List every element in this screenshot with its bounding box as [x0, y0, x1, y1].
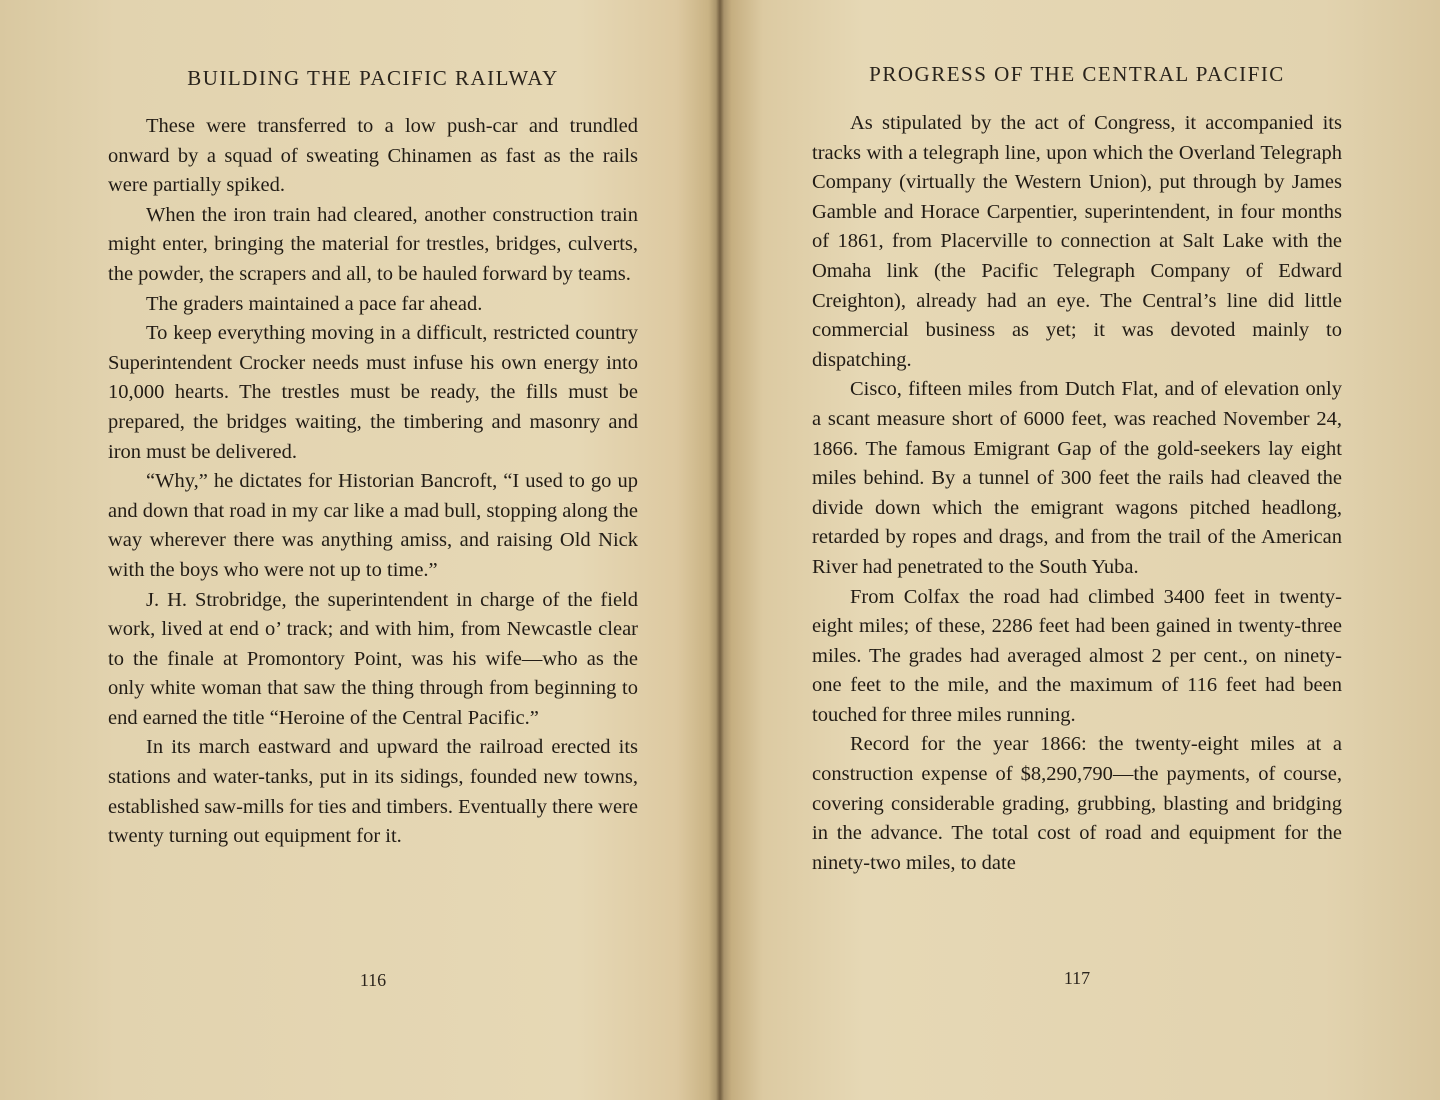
- right-running-head: PROGRESS OF THE CENTRAL PACIFIC: [869, 62, 1285, 86]
- right-page-number: 117: [1063, 968, 1091, 988]
- paragraph: From Colfax the road had climbed 3400 feet in twenty-eight miles; of these, 2286 feet had been gained in twenty-three miles. The grades had averaged almost 2 per cent., on ninety-one feet to the mile, and the maximum of 116 feet had been touched for three miles running.: [812, 585, 1342, 726]
- left-page-number: 116: [359, 970, 387, 990]
- paragraph: In its march eastward and upward the railroad erected its stations and water-tanks, put in its sidings, founded new towns, established saw-mills for ties and timbers. Eventually there were twenty turning out equipment for it.: [108, 736, 638, 848]
- paragraph: J. H. Strobridge, the superintendent in charge of the field work, lived at end o’ track; and with him, from Newcastle clear to the finale at Promontory Point, was his wife—who as the only white woman that saw the thing through from beginning to end earned the title “Heroine of the Central Pacific.”: [108, 588, 638, 729]
- left-running-head: BUILDING THE PACIFIC RAILWAY: [187, 66, 559, 90]
- paragraph: These were transferred to a low push-car and trundled onward by a squad of sweating Chinamen as fast as the rails were partially spiked.: [108, 115, 638, 197]
- left-body-text: [108, 112, 638, 852]
- paragraph: As stipulated by the act of Congress, it accompanied its tracks with a telegraph line, upon which the Overland Telegraph Company (virtually the Western Union), put through by James Gamble and Horace Carpentier, superintendent, in four months of 1861, from Placerville to connection at Salt Lake with the Omaha link (the Pacific Telegraph Company of Edward Creighton), already had an eye. The Central’s line did little commercial business as yet; it was devoted mainly to dispatching.: [812, 112, 1342, 371]
- paragraph: Cisco, fifteen miles from Dutch Flat, and of elevation only a scant measure short of 6000 feet, was reached November 24, 1866. The famous Emigrant Gap of the gold-seekers lay eight miles behind. By a tunnel of 300 feet the rails had cleaved the divide down which the emigrant wagons pitched headlong, retarded by ropes and drags, and from the trail of the American River had penetrated to the South Yuba.: [812, 378, 1342, 578]
- left-page: [108, 0, 638, 1100]
- paragraph: “Why,” he dictates for Historian Bancroft, “I used to go up and down that road in my car like a mad bull, stopping along the way wherever there was anything amiss, and raising Old Nick with the boys who were not up to time.”: [108, 470, 638, 581]
- paragraph: Record for the year 1866: the twenty-eight miles at a construction expense of $8,290,790—the payments, of course, covering considerable grading, grubbing, blasting and bridging in the advance. The total cost of road and equipment for the ninety-two miles, to date: [812, 733, 1342, 874]
- right-page: [812, 0, 1342, 1100]
- book-gutter: [716, 0, 724, 1100]
- paragraph: The graders maintained a pace far ahead.: [146, 292, 483, 315]
- right-body-text: [812, 109, 1342, 878]
- paragraph: When the iron train had cleared, another construction train might enter, bringing the material for trestles, bridges, culverts, the powder, the scrapers and all, to be hauled forward by teams.: [108, 203, 638, 285]
- paragraph: To keep everything moving in a difficult, restricted country Superintendent Crocker needs must infuse his own energy into 10,000 hearts. The trestles must be ready, the fills must be prepared, the bridges waiting, the timbering and masonry and iron must be delivered.: [108, 322, 638, 463]
